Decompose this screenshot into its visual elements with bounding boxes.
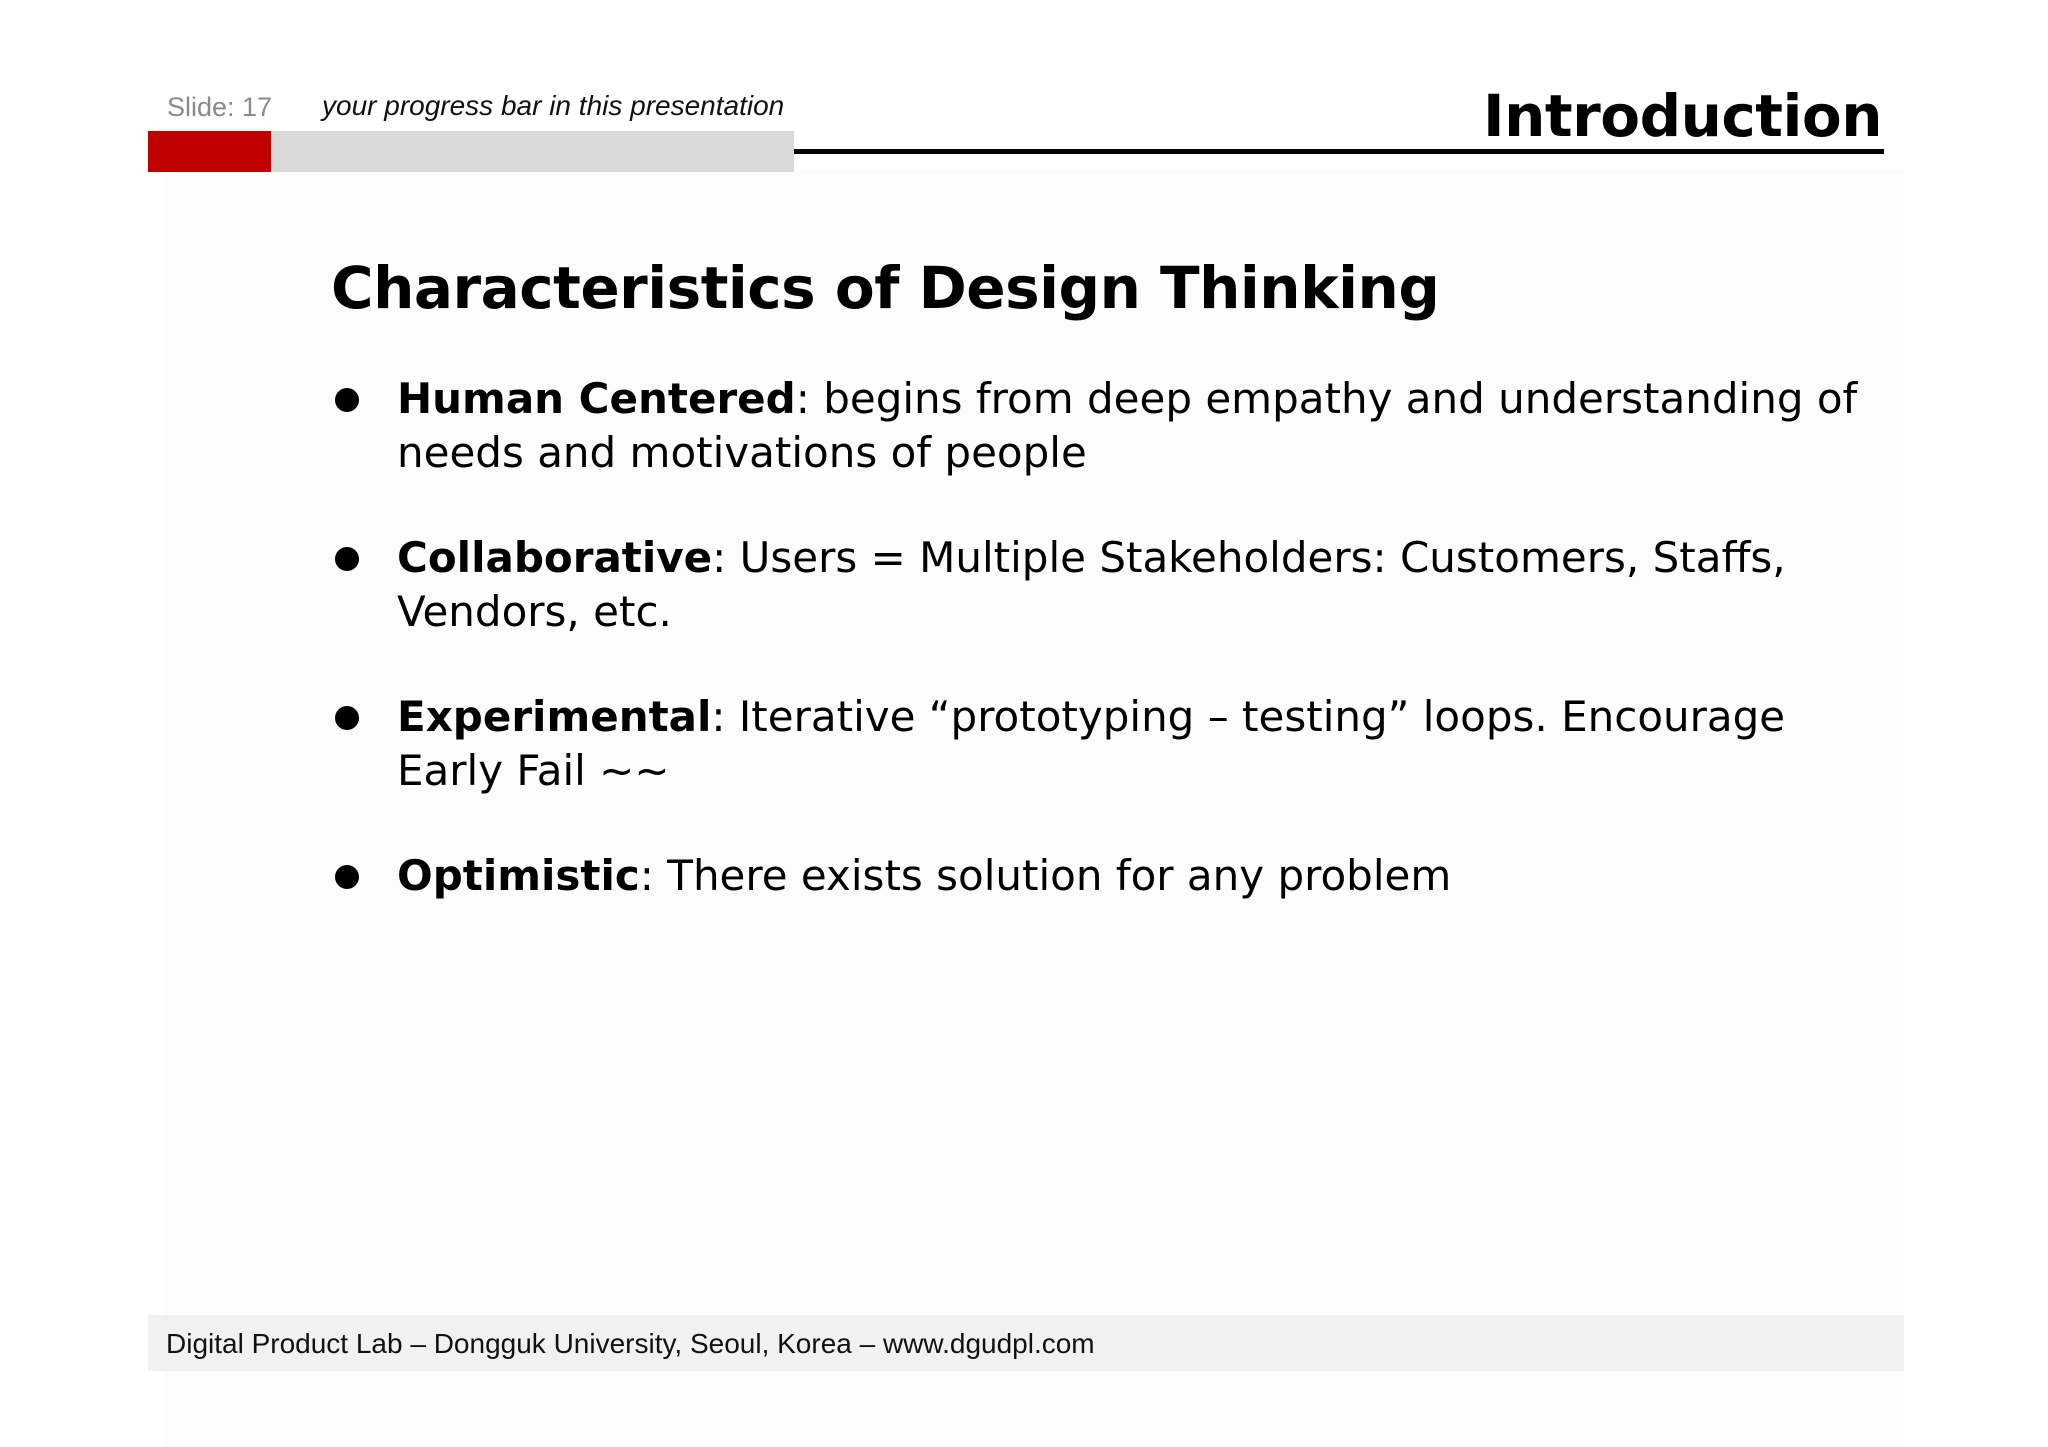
bullet-term: Collaborative	[397, 533, 713, 582]
bullet-icon	[335, 388, 359, 412]
bullet-list	[331, 372, 1891, 954]
slide-number: Slide: 17	[167, 92, 273, 122]
bullet-item-human-centered	[331, 372, 1891, 480]
footer-text: Digital Product Lab – Dongguk University, Seoul, Korea – www.dgudpl.com	[166, 1328, 1095, 1359]
progress-bar-fill	[148, 131, 271, 172]
bullet-term: Optimistic	[397, 851, 640, 900]
bullet-icon	[335, 547, 359, 571]
bullet-item-experimental	[331, 690, 1891, 798]
progress-bar	[148, 131, 794, 172]
footer-bar	[148, 1315, 1904, 1371]
bullet-text: : begins from deep empathy and understanding of needs and motivations of people	[397, 374, 1858, 477]
page-title: Characteristics of Design Thinking	[331, 254, 1440, 322]
bullet-icon	[335, 865, 359, 889]
section-title: Introduction	[1483, 82, 1882, 150]
bullet-term: Experimental	[397, 692, 712, 741]
bullet-item-collaborative	[331, 531, 1891, 639]
bullet-text: : There exists solution for any problem	[639, 851, 1452, 900]
bullet-text: : Iterative “prototyping – testing” loops. Encourage Early Fail ~~	[397, 692, 1786, 795]
bullet-text: : Users = Multiple Stakeholders: Customers, Staffs, Vendors, etc.	[397, 533, 1786, 636]
progress-caption: your progress bar in this presentation	[322, 90, 785, 121]
bullet-term: Human Centered	[397, 374, 796, 423]
bullet-item-optimistic	[331, 849, 1891, 903]
bullet-icon	[335, 706, 359, 730]
